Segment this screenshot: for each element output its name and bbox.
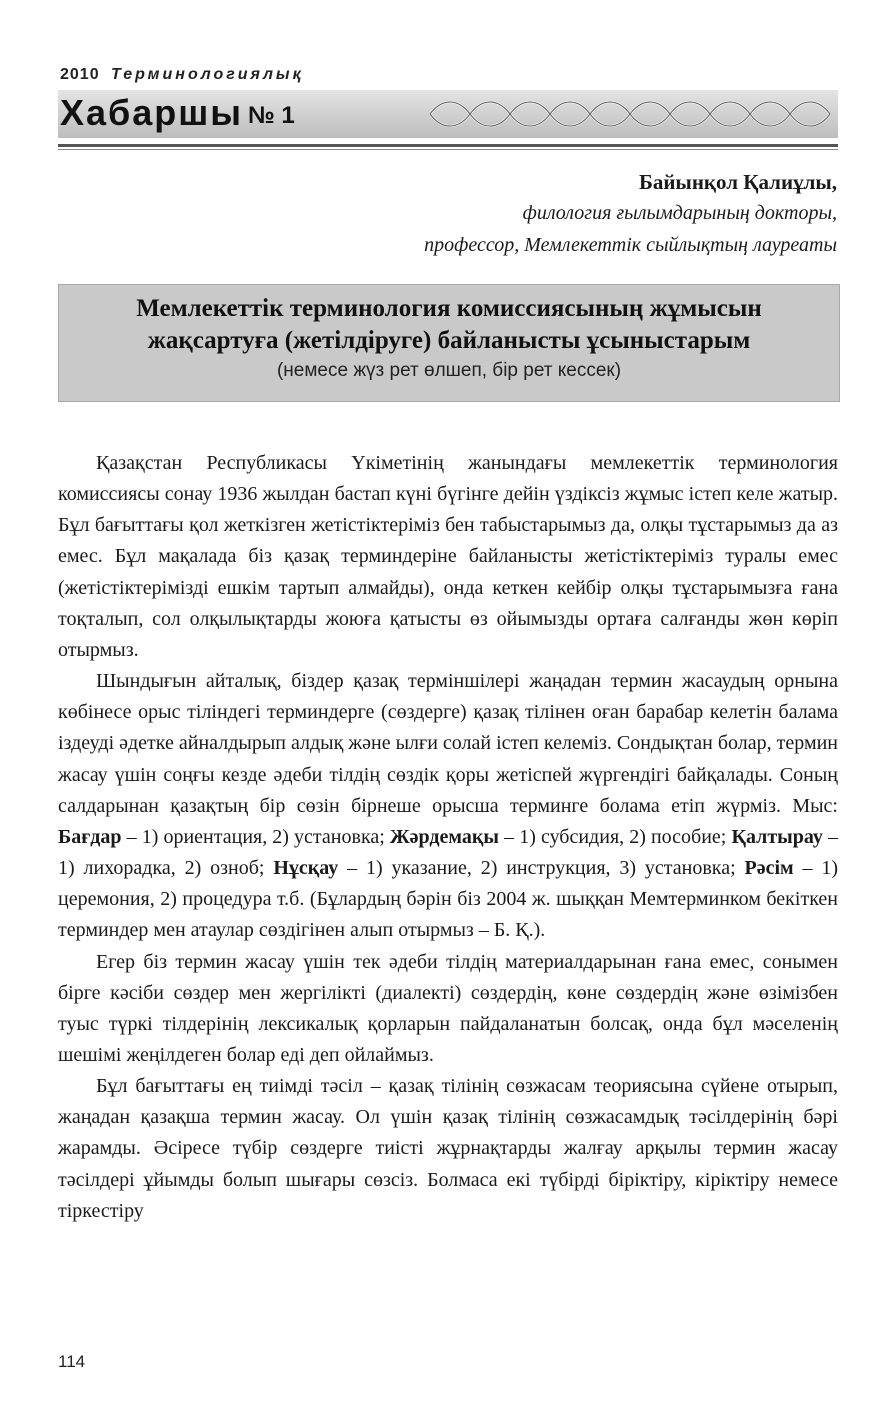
author-block bbox=[277, 167, 837, 261]
article-body bbox=[58, 448, 838, 1227]
journal-subtitle: Терминологиялық bbox=[111, 66, 304, 83]
term-nusqau: Нұсқау bbox=[273, 857, 339, 880]
article-title-line1: Мемлекеттік терминология комиссиясының жұмысын bbox=[136, 295, 762, 322]
paragraph-2-text: – 1) указание, 2) инструкция, 3) установка; bbox=[338, 857, 745, 880]
paragraph-2-text: – 1) лихорадка, 2) озноб; bbox=[58, 825, 838, 880]
author-degree: филология ғылымдарының докторы, bbox=[522, 202, 837, 224]
ornament-icon bbox=[430, 96, 830, 132]
paragraph-2-text: – 1) церемония, 2) процедура т.б. (Бұлардың бәрін біз 2004 ж. шыққан Мемтерминком бекіткен терминдер мен атаулар сөздігінен алып отырмыз – Б. Қ.). bbox=[58, 857, 839, 942]
journal-year: 2010 bbox=[60, 66, 100, 83]
paragraph-3: Егер біз термин жасау үшін тек әдеби тілдің материалдарынан ғана емес, сонымен бірге кәсіби сөздер мен жергілікті (диалекті) сөздердің, көне сөздердің және өзімізбен туыс түркі тілдерінің лексикалық қорларын пайдаланатын болсақ, онда бұл мәселенің шешімі жеңілдеген болар еді деп ойлаймыз. bbox=[58, 950, 838, 1066]
issue-number: № 1 bbox=[248, 102, 295, 129]
journal-header bbox=[58, 66, 838, 156]
article-title-box bbox=[58, 284, 840, 402]
paragraph-4: Бұл бағыттағы ең тиімді тәсіл – қазақ тілінің сөзжасам теориясына сүйене отырып, жаңадан қазақша термин жасау. Ол үшін қазақ тілінің сөзжасамдық тәсілдерінің бәрі жарамды. Әсіресе түбір сөздерге тиісті жұрнақтарды жалғау арқылы термин жасау тәсілдері ұйымды болып шығары сөзсіз. Болмаса екі түбірді біріктіру, кіріктіру немесе тіркестіру bbox=[58, 1075, 838, 1222]
term-rasim: Рәсім bbox=[744, 857, 794, 880]
paragraph-2-text: – 1) ориентация, 2) установка; bbox=[121, 825, 390, 848]
header-rule-thick bbox=[58, 144, 838, 147]
term-bagdar: Бағдар bbox=[58, 825, 122, 848]
paragraph-2-text: Шындығын айталық, біздер қазақ терміншілері жаңадан термин жасаудың орнына көбінесе орыс тіліндегі терминдерге (сөздерге) қазақ тілінен оған барабар келетін балама іздеуді әдетке айналдырып алдық және ылғи солай істеп келеміз. Сондықтан болар, термин жасау үшін соңғы кезде әдеби тілдің сөздік қоры жетіспей жүргендігі байқалады. Соның салдарынан қазақтың бір сөзін бірнеше орысша терминге болама етіп жүрміз. Мыс: bbox=[58, 670, 838, 817]
paragraph-2 bbox=[58, 666, 838, 946]
paragraph-1: Қазақстан Республикасы Үкіметінің жанындағы мемлекеттік терминология комиссиясы сонау 1936 жылдан бастап күні бүгінге дейін үздіксіз жұмыс істеп келе жатыр. Бұл бағыттағы қол жеткізген жетістіктеріміз бен табыстарымыз да, олқы тұстарымыз да аз емес. Бұл мақалада біз қазақ терминдеріне байланысты жетістіктеріміз туралы емес (жетістіктерімізді ешкім тартып алмайды), онда кеткен кейбір олқы тұстарымызға ғана тоқталып, сол олқылықтарды жоюға қатысты өз ойымызды ортаға салғанды жөн көріп отырмыз. bbox=[58, 452, 838, 661]
article-subtitle: (немесе жүз рет өлшеп, бір рет кессек) bbox=[276, 360, 622, 381]
journal-title: Хабаршы bbox=[60, 92, 244, 133]
author-title: профессор, Мемлекеттік сыйлықтың лауреаты bbox=[424, 234, 837, 256]
header-line bbox=[60, 66, 304, 84]
author-name: Байынқол Қалиұлы, bbox=[638, 170, 837, 194]
term-zhardemaky: Жәрдемақы bbox=[389, 825, 500, 848]
header-rule-thin bbox=[58, 149, 838, 150]
header-band bbox=[58, 90, 838, 138]
page-number: 114 bbox=[58, 1352, 86, 1371]
term-qaltyrau: Қалтырау bbox=[731, 825, 823, 848]
article-title-line2: жақсартуға (жетілдіруге) байланысты ұсыныстарым bbox=[147, 327, 751, 354]
paragraph-2-text: – 1) субсидия, 2) пособие; bbox=[499, 825, 732, 848]
